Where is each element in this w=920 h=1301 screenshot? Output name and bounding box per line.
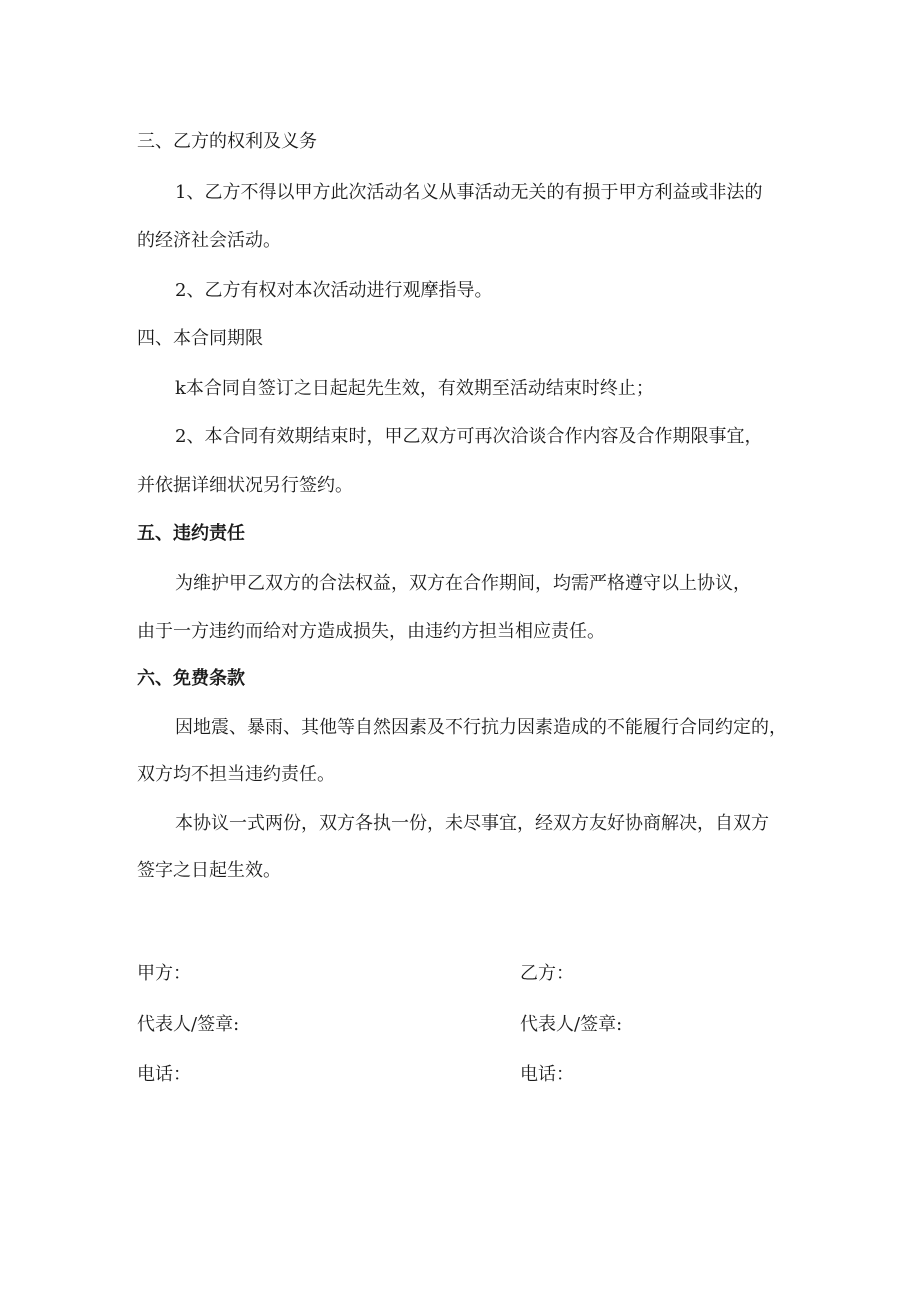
section-3-item-1-line-1: 1、乙方不得以甲方此次活动名义从事活动无关的有损于甲方利益或非法的 xyxy=(175,182,763,203)
section-3-item-2: 2、乙方有权对本次活动进行观摩指导。 xyxy=(175,280,493,301)
section-6-para-line-1: 因地震、暴雨、其他等自然因素及不行抗力因素造成的不能履行合同约定的， xyxy=(175,717,787,738)
section-3-heading: 三、乙方的权利及义务 xyxy=(137,131,317,152)
section-3-item-1-line-2: 的经济社会活动。 xyxy=(137,230,281,251)
party-b-representative: 代表人/签章: xyxy=(520,1014,623,1035)
section-5-heading: 五、违约责任 xyxy=(137,523,245,544)
section-6-para-line-2: 双方均不担当违约责任。 xyxy=(137,764,335,785)
party-a-label: 甲方： xyxy=(137,963,191,984)
section-4-item-2-line-1: 2、本合同有效期结束时，甲乙双方可再次洽谈合作内容及合作期限事宜， xyxy=(175,426,763,447)
section-5-para-line-2: 由于一方违约而给对方造成损失，由违约方担当相应责任。 xyxy=(137,621,605,642)
party-b-phone: 电话： xyxy=(520,1064,574,1085)
section-6-heading: 六、免费条款 xyxy=(137,668,245,689)
closing-line-1: 本协议一式两份，双方各执一份，未尽事宜，经双方友好协商解决，自双方 xyxy=(175,813,769,834)
closing-line-2: 签字之日起生效。 xyxy=(137,860,281,881)
section-5-para-line-1: 为维护甲乙双方的合法权益，双方在合作期间，均需严格遵守以上协议， xyxy=(175,573,751,594)
section-4-item-1: k本合同自签订之日起起先生效，有效期至活动结束时终止； xyxy=(175,378,654,399)
party-b-label: 乙方： xyxy=(520,963,574,984)
party-a-phone: 电话： xyxy=(137,1064,191,1085)
section-4-item-2-line-2: 并依据详细状况另行签约。 xyxy=(137,475,353,496)
party-a-representative: 代表人/签章: xyxy=(137,1014,240,1035)
section-4-heading: 四、本合同期限 xyxy=(137,328,263,349)
